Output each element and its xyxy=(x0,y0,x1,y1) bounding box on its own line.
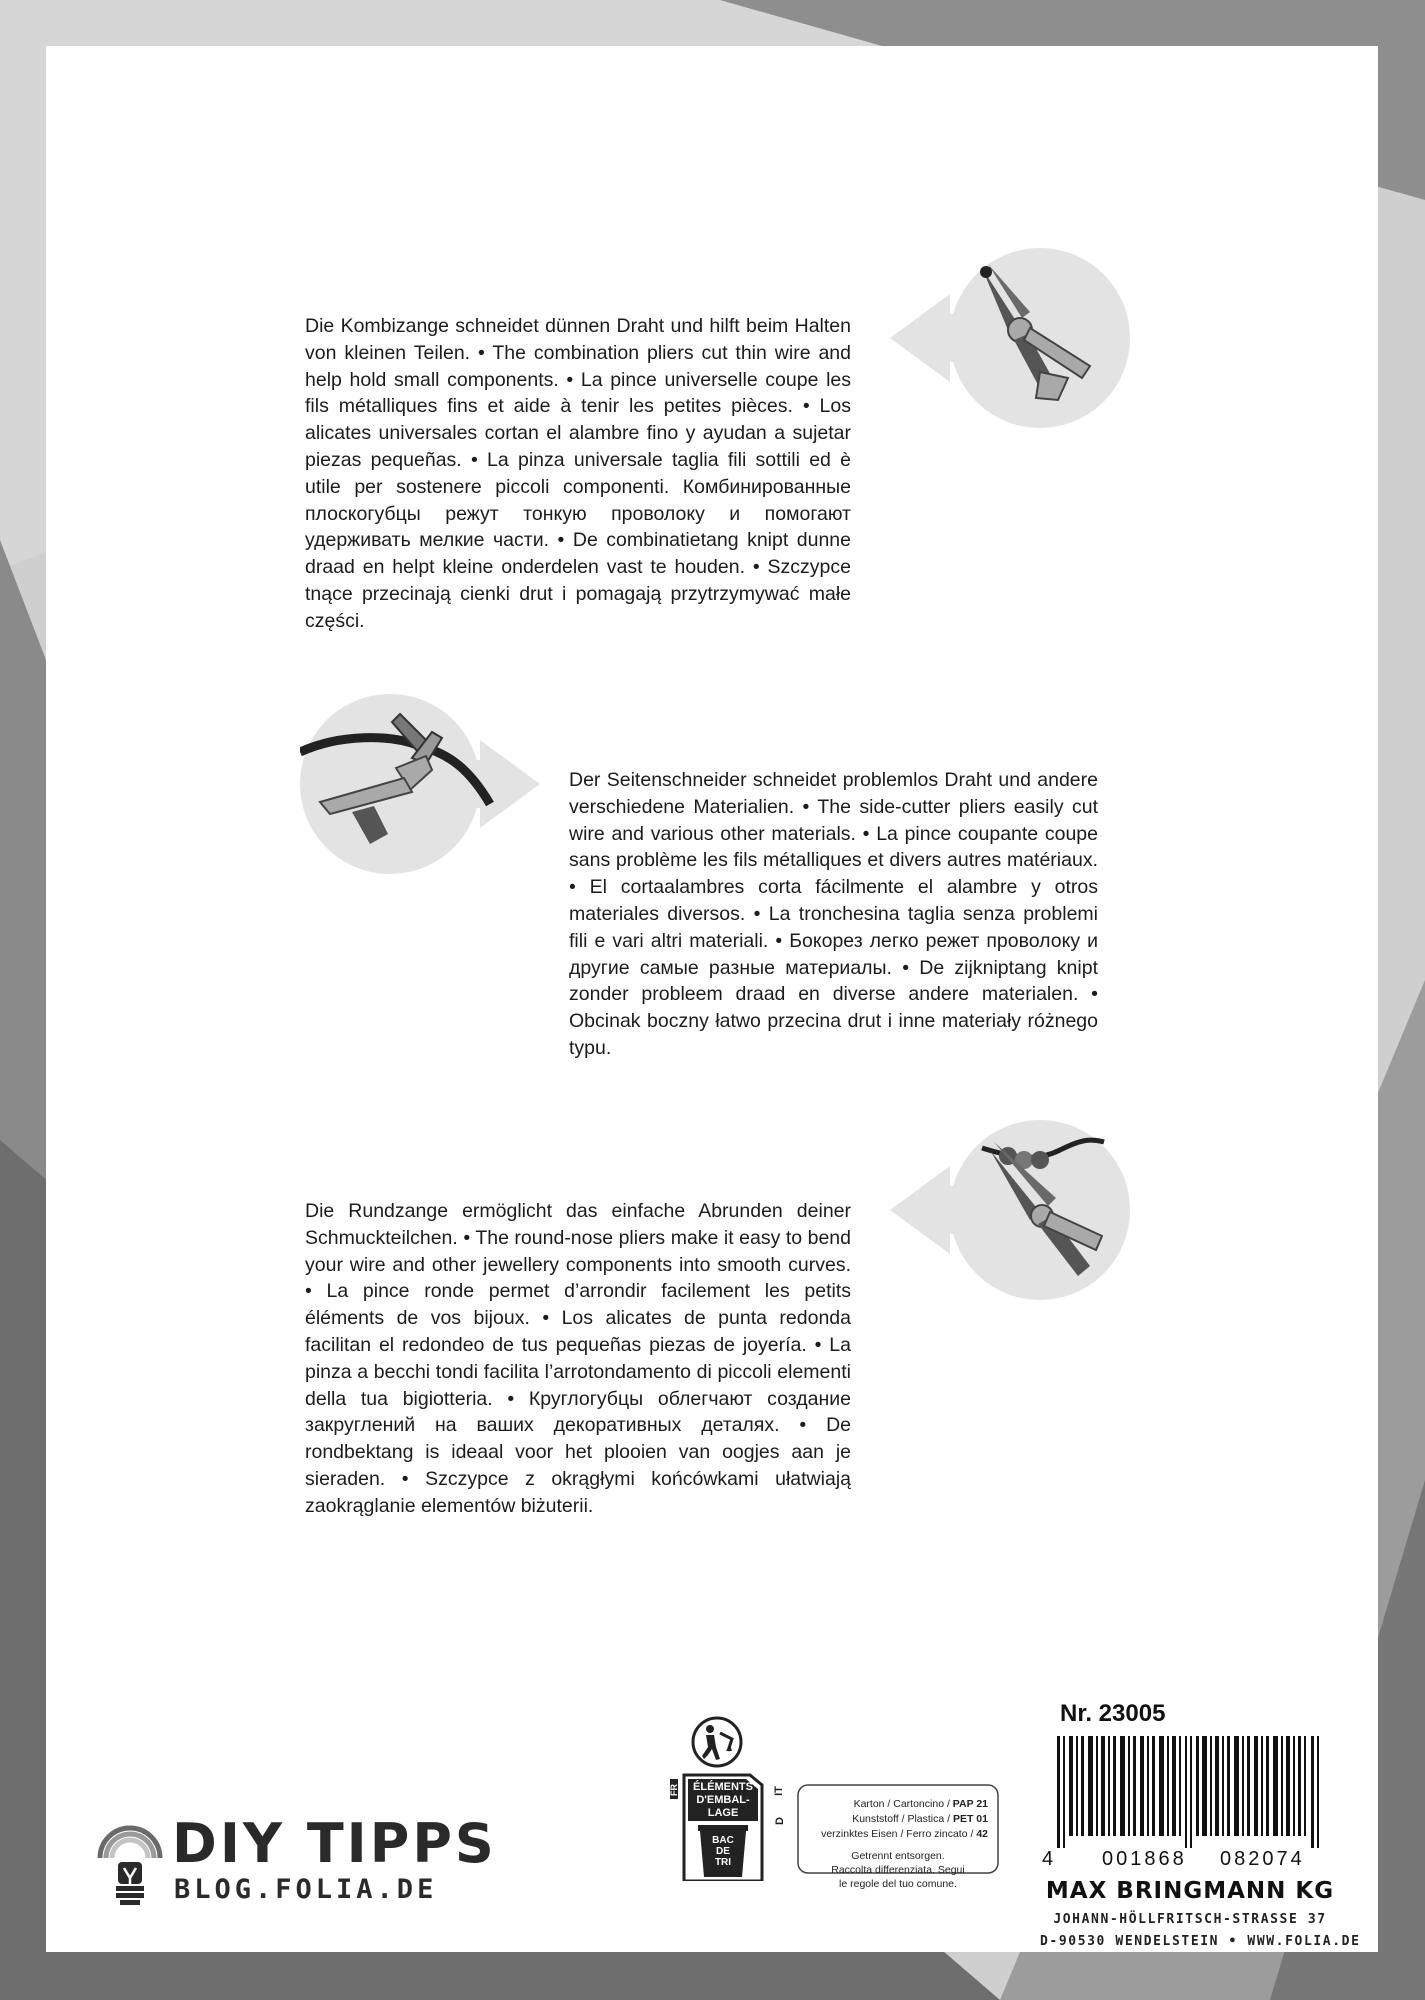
triman-icon xyxy=(690,1715,744,1769)
country-it: IT xyxy=(772,1786,785,1796)
logo-subtitle: BLOG.FOLIA.DE xyxy=(174,1874,438,1905)
recycling-info xyxy=(669,1715,1000,1890)
paragraph-side-cutter: Der Seitenschneider schneidet problemlos Draht und andere verschiedene Materialien. • The side-cutter pliers easily cut wire and various other materials. • La pince coupante coupe sans problème les fils métalliques et divers autres matériaux. • El cortaalambres corta fácilmente el alambre y otros materiales diversos. • La tronchesina taglia senza problemi fili e vari altri materiali. • Бокорез легко режет проволоку и другие самые разные материалы. • De zijkniptang knipt zonder probleem draad en diverse andere materialen. • Obcinak boczny łatwo przecina drut i inne materiały różnego typu. xyxy=(569,769,1098,1059)
note-line-3: le regole del tuo comune. xyxy=(839,1878,957,1890)
company-street: JOHANN-HÖLLFRITSCH-STRASSE 37 xyxy=(1053,1912,1327,1927)
bin-line-3: TRI xyxy=(714,1857,732,1868)
barcode-icon xyxy=(1045,1736,1335,1856)
note-line-2: Raccolta differenziata. Segui xyxy=(831,1864,965,1876)
barcode-block xyxy=(1040,1700,1361,1949)
product-number: Nr. 23005 xyxy=(1060,1700,1166,1727)
ean-left-group: 001868 xyxy=(1102,1848,1187,1870)
fr-tag: FR xyxy=(669,1784,679,1796)
triangle-line-2: D'EMBAL- xyxy=(696,1794,750,1806)
materials-box xyxy=(796,1715,1000,1890)
bin-line-2: DE xyxy=(716,1846,730,1857)
diy-tipps-logo[interactable] xyxy=(92,1812,512,1908)
paragraph-round-nose-pliers: Die Rundzange ermöglicht das einfache Abrunden deiner Schmuckteilchen. • The round-nose pliers make it easy to bend your wire and other jewellery components into smooth curves. • La pince ronde permet d’arrondir facilement les petits éléments de vos bijoux. • Los alicates de punta redonda facilitan el redondeo de tus pequeñas piezas de joyería. • La pinza a becchi tondi facilita l’arrotondamento di piccoli elementi della tua bigiotteria. • Круглогубцы облегчают создание закруглений на ваших декоративных деталях. • De rondbektang is ideaal voor het plooien van oogjes aan je sieraden. • Szczypce z okrągłymi końcówkami ułatwiają zaokrąglanie elementów biżuterii. xyxy=(305,1200,851,1517)
country-d: D xyxy=(773,1817,786,1825)
company-city[interactable]: D-90530 WENDELSTEIN • WWW.FOLIA.DE xyxy=(1040,1934,1361,1949)
logo-title: DIY TIPPS xyxy=(172,1812,497,1875)
ean-first-digit: 4 xyxy=(1042,1848,1054,1870)
note-line-1: Getrennt entsorgen. xyxy=(851,1850,945,1862)
triangle-line-3: LAGE xyxy=(707,1807,739,1819)
lightbulb-icon xyxy=(92,1818,168,1908)
combination-pliers-icon xyxy=(890,248,1130,428)
triangle-line-1: ÉLÉMENTS xyxy=(693,1781,753,1793)
ean-right-group: 082074 xyxy=(1220,1848,1305,1870)
bin-line-1: BAC xyxy=(712,1835,734,1846)
material-line-1: Karton / Cartoncino / PAP 21 xyxy=(853,1798,988,1810)
material-line-2: Kunststoff / Plastica / PET 01 xyxy=(852,1813,988,1825)
material-line-3: verzinktes Eisen / Ferro zincato / 42 xyxy=(821,1828,988,1840)
round-nose-pliers-icon xyxy=(890,1120,1130,1300)
side-cutter-icon xyxy=(300,694,540,874)
paragraph-combination-pliers: Die Kombizange schneidet dünnen Draht und hilft beim Halten von kleinen Teilen. • The combination pliers cut thin wire and help hold small components. • La pince universelle coupe les fils métalliques fins et aide à tenir les petites pièces. • Los alicates universales cortan el alambre fino y ayudan a sujetar piezas pequeñas. • La pinza universale taglia fili sottili ed è utile per sostenere piccoli componenti. Комбинированные плоскогубцы режут тонкую проволоку и помогают удерживать мелкие части. • De combinatietang knipt dunne draad en helpt kleine onderdelen vast te houden. • Szczypce tnące przecinają cienki drut i pomagają przytrzymywać małe części. xyxy=(305,315,851,632)
company-name: MAX BRINGMANN KG xyxy=(1045,1878,1335,1904)
